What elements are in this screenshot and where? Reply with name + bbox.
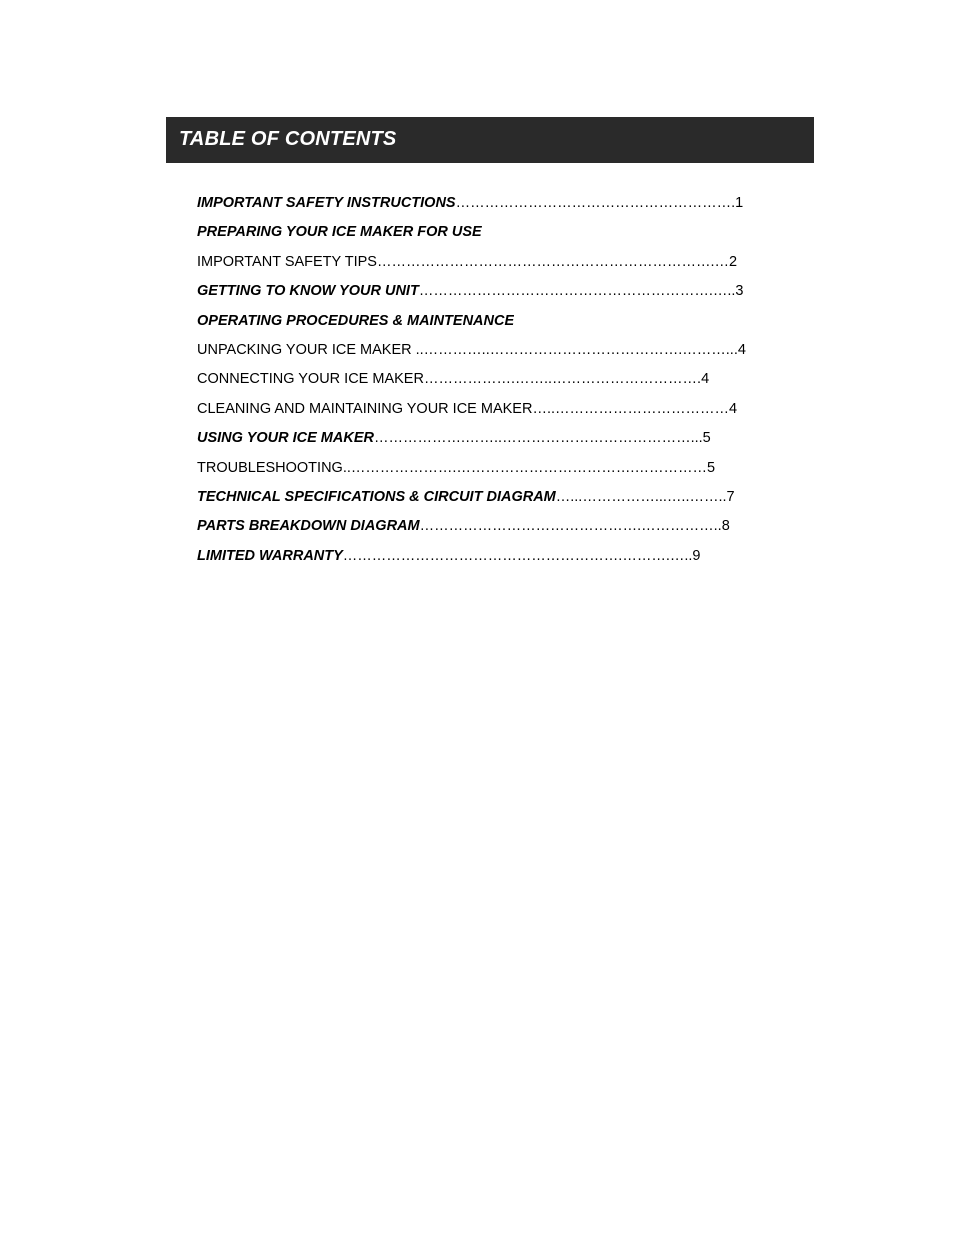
- page-title: TABLE OF CONTENTS: [179, 128, 397, 150]
- toc-entry-troubleshooting: [197, 459, 777, 488]
- toc-entry-title: TROUBLESHOOTING: [197, 459, 343, 476]
- toc-entry-cleaning-and-maintaining: [197, 400, 777, 429]
- toc-entry-leader: …..………………………………: [532, 400, 729, 417]
- table-of-contents: [197, 194, 777, 576]
- toc-entry-leader: ……………………………………….……………..: [419, 518, 722, 535]
- toc-entry-leader: ……………….……..…………………………………...: [373, 430, 703, 447]
- toc-entry-page: 8: [721, 518, 730, 535]
- toc-entry-page: 4: [729, 400, 738, 417]
- toc-entry-title: IMPORTANT SAFETY INSTRUCTIONS: [197, 195, 456, 211]
- toc-entry-parts-breakdown-diagram: [197, 517, 777, 546]
- toc-entry-title: CONNECTING YOUR ICE MAKER: [197, 371, 424, 388]
- header-bar: [166, 117, 814, 163]
- toc-entry-leader: …………………………………………………….…..: [418, 283, 736, 300]
- toc-entry-connecting-your-ice-maker: [197, 370, 777, 399]
- toc-entry-getting-to-know-your-unit: [197, 282, 777, 311]
- toc-entry-unpacking-your-ice-maker: [197, 341, 777, 370]
- toc-entry-leader: …………………………………………………………….…: [376, 253, 729, 270]
- toc-entry-page: 5: [706, 459, 716, 476]
- toc-entry-technical-specifications: [197, 488, 777, 517]
- toc-entry-leader: ………………………………………………….: [455, 195, 736, 211]
- toc-entry-leader: ..………………….……………………………….……………: [342, 459, 707, 476]
- toc-entry-preparing-your-ice-maker: [197, 223, 777, 252]
- toc-entry-title: GETTING TO KNOW YOUR UNIT: [197, 283, 419, 300]
- toc-entry-operating-procedures: [197, 312, 777, 341]
- toc-entry-title: CLEANING AND MAINTAINING YOUR ICE MAKER: [197, 400, 533, 417]
- toc-entry-title: USING YOUR ICE MAKER: [197, 430, 374, 447]
- toc-entry-page: 3: [735, 283, 744, 300]
- toc-entry-page: 9: [692, 547, 701, 564]
- toc-entry-title: LIMITED WARRANTY: [197, 547, 343, 564]
- toc-entry-title: IMPORTANT SAFETY TIPS: [197, 253, 377, 270]
- toc-entry-page: 4: [701, 371, 710, 388]
- toc-entry-leader: …...……………...…..……..: [555, 488, 727, 505]
- toc-entry-limited-warranty: [197, 547, 777, 576]
- toc-entry-leader: ………………………………………………….……….…..: [342, 547, 693, 564]
- toc-entry-using-your-ice-maker: [197, 429, 777, 458]
- toc-entry-title: UNPACKING YOUR ICE MAKER: [197, 341, 416, 358]
- toc-entry-title: PARTS BREAKDOWN DIAGRAM: [197, 518, 420, 535]
- toc-entry-title: TECHNICAL SPECIFICATIONS & CIRCUIT DIAGRAM: [197, 488, 556, 505]
- toc-entry-title: PREPARING YOUR ICE MAKER FOR USE: [197, 224, 482, 241]
- toc-entry-leader: ……………….……..………………………….: [423, 371, 702, 388]
- toc-entry-page: 4: [737, 341, 746, 358]
- toc-entry-page: 5: [702, 430, 711, 447]
- toc-entry-page: 1: [735, 195, 744, 211]
- toc-entry-important-safety-tips: [197, 253, 777, 282]
- toc-entry-page: 7: [726, 488, 735, 505]
- toc-entry-title: OPERATING PROCEDURES & MAINTENANCE: [197, 312, 515, 329]
- toc-entry-important-safety-instructions: [197, 194, 777, 223]
- toc-entry-leader: ..…………..………………………………….………...: [415, 341, 738, 358]
- toc-entry-page: 2: [728, 253, 738, 270]
